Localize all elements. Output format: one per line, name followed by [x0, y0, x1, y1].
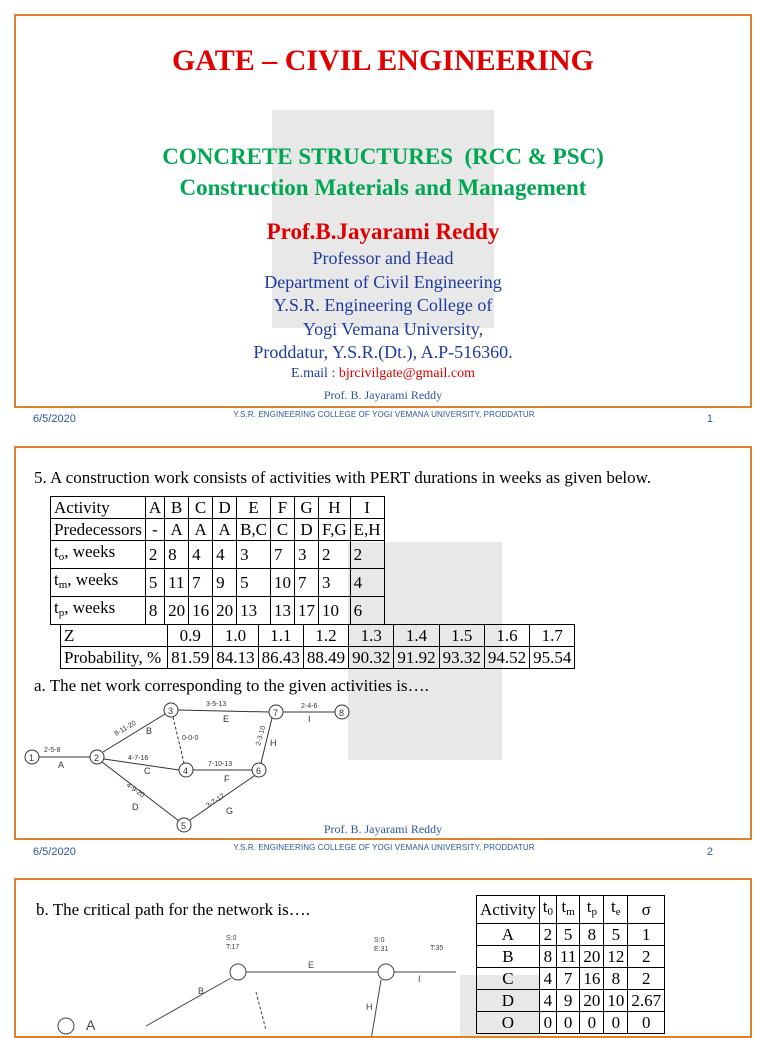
table-cell: F: [271, 497, 295, 519]
footer-college: Y.S.R. ENGINEERING COLLEGE OF YOGI VEMANA UNIVERSITY, PRODDATUR: [233, 410, 535, 419]
table-cell: 5: [604, 924, 628, 946]
header-main: t: [542, 897, 548, 916]
table-cell: 84.13: [213, 647, 258, 669]
table-row: [61, 625, 575, 647]
part-b-text: b. The critical path for the network is….: [36, 900, 310, 919]
header-cell: [580, 896, 604, 924]
table-cell: 13: [237, 597, 271, 625]
footer-page-number: 2: [706, 846, 713, 858]
table-cell: F,G: [319, 519, 351, 541]
letter-F: F: [224, 774, 230, 784]
table-cell: 93.32: [439, 647, 484, 669]
letter-H: H: [270, 738, 277, 748]
svg-text:4: 4: [183, 766, 189, 776]
table-row: [477, 924, 665, 946]
footer-date: 6/5/2020: [33, 413, 76, 425]
table-cell: 91.92: [394, 647, 439, 669]
footer-date: 6/5/2020: [33, 846, 76, 858]
label-A-times: 2-5-8: [44, 747, 61, 754]
email-link[interactable]: bjrcivilgate@gmail.com: [338, 366, 475, 381]
table-cell: 5: [145, 569, 164, 597]
label-rest: , weeks: [64, 542, 116, 561]
table-cell: 2: [350, 541, 384, 569]
sketch-letter-I: I: [418, 974, 421, 984]
sketch-letter-H: H: [366, 1002, 373, 1012]
label-main: t: [54, 542, 59, 561]
header-subscript: e: [615, 906, 621, 918]
table-cell: 9: [213, 569, 237, 597]
table-cell: 1.3: [349, 625, 394, 647]
header-cell: [539, 896, 556, 924]
table-cell: 2: [628, 946, 665, 968]
sketch-letter-A: A: [86, 1017, 96, 1033]
table-cell: 8: [539, 946, 556, 968]
table-cell: B,C: [237, 519, 271, 541]
row-label: [51, 541, 146, 569]
label-rest: , weeks: [64, 598, 116, 617]
author-dept: Department of Civil Engineering: [264, 272, 502, 292]
footer-page-number: 1: [706, 413, 713, 425]
label-E-times: 3-5-13: [206, 701, 227, 708]
table-cell: 1.0: [213, 625, 258, 647]
table-cell: 20: [580, 990, 604, 1012]
table-cell: 2.67: [628, 990, 665, 1012]
label-I-times: 2-4-6: [301, 703, 318, 710]
author-role: Professor and Head: [312, 248, 454, 268]
table-cell: A: [145, 497, 164, 519]
table-cell: 2: [628, 968, 665, 990]
part-a-text: a. The net work corresponding to the given activities is….: [34, 676, 429, 695]
email-line: [16, 366, 750, 382]
table-header-row: [477, 896, 665, 924]
sketch-arrow-dummy: [256, 992, 266, 1030]
table-cell: 88.49: [303, 647, 348, 669]
subject-line-2: Construction Materials and Management: [179, 175, 587, 200]
sketch-node-1: [58, 1018, 74, 1034]
row-label: [51, 597, 146, 625]
table-cell: 1.4: [394, 625, 439, 647]
header-main: t: [611, 897, 616, 916]
row-label: Activity: [51, 497, 146, 519]
table-cell: 4: [189, 541, 213, 569]
slide-2: [14, 446, 752, 840]
label-D-times: 4-9-20: [124, 781, 146, 800]
table-row: [477, 968, 665, 990]
table-cell: 4: [350, 569, 384, 597]
svg-text:5: 5: [181, 821, 187, 831]
probability-table: [60, 624, 575, 669]
svg-text:2: 2: [94, 753, 100, 763]
table-cell: 1.6: [484, 625, 529, 647]
table-cell: 95.54: [530, 647, 575, 669]
table-cell: 20: [213, 597, 237, 625]
table-cell: 8: [165, 541, 189, 569]
table-cell: 11: [556, 946, 579, 968]
label-main: t: [54, 598, 59, 617]
arrow-labels: [44, 701, 317, 816]
table-cell: 9: [556, 990, 579, 1012]
critical-path-sketch: [26, 930, 466, 1038]
table-cell: 3: [237, 541, 271, 569]
sketch-letter-E: E: [308, 960, 315, 970]
table-row: [477, 990, 665, 1012]
sketch-label-2: S:0: [374, 937, 385, 944]
pert-stats-table: [476, 895, 665, 1034]
table-cell: 7: [189, 569, 213, 597]
slide-3: [14, 878, 752, 1038]
table-cell: 3: [319, 569, 351, 597]
sketch-label-1: T:17: [226, 944, 240, 951]
table-row: [51, 597, 385, 625]
sketch-label-3: E:31: [374, 946, 389, 953]
table-row: [477, 1012, 665, 1034]
table-cell: 7: [295, 569, 319, 597]
table-cell: 1.2: [303, 625, 348, 647]
table-cell: E,H: [350, 519, 384, 541]
header-cell: σ: [628, 896, 665, 924]
sketch-letter-B: B: [198, 986, 205, 996]
sketch-label-0: S:0: [226, 935, 237, 942]
node-7: [269, 705, 283, 719]
table-row: [477, 946, 665, 968]
svg-text:8: 8: [339, 708, 345, 718]
table-cell: G: [295, 497, 319, 519]
table-cell: I: [350, 497, 384, 519]
slide-1: [14, 14, 752, 408]
table-cell: 16: [189, 597, 213, 625]
table-cell: 0: [604, 1012, 628, 1034]
table-cell: B: [165, 497, 189, 519]
header-subscript: 0: [547, 906, 553, 918]
table-cell: A: [477, 924, 540, 946]
letter-B: B: [146, 726, 153, 736]
svg-text:3: 3: [168, 706, 174, 716]
table-cell: 8: [580, 924, 604, 946]
table-cell: 13: [271, 597, 295, 625]
letter-A: A: [58, 760, 65, 770]
header-cell: [604, 896, 628, 924]
table-cell: 1: [628, 924, 665, 946]
table-cell: 5: [556, 924, 579, 946]
arrow-E: [178, 710, 269, 712]
slide-footer-2: [0, 843, 768, 864]
table-cell: D: [477, 990, 540, 1012]
table-cell: D: [295, 519, 319, 541]
table-row: [61, 647, 575, 669]
header-main: t: [586, 897, 592, 916]
letter-D: D: [132, 802, 139, 812]
label-B-times: 8-11-20: [113, 719, 138, 738]
label-G-times: 3-7-17: [205, 792, 227, 810]
label-subscript: m: [58, 579, 68, 591]
table-cell: 2: [539, 924, 556, 946]
node-8: [335, 705, 349, 719]
email-label: E.mail :: [291, 366, 339, 381]
activity-table: [50, 496, 385, 625]
table-cell: 4: [539, 968, 556, 990]
row-label: [51, 569, 146, 597]
header-subscript: p: [591, 906, 597, 918]
letter-G: G: [226, 806, 234, 816]
sketch-node-4: [230, 964, 246, 980]
author-college-1: Y.S.R. Engineering College of: [273, 295, 493, 315]
label-subscript: o: [58, 551, 65, 563]
table-cell: 81.59: [168, 647, 213, 669]
header-main: t: [561, 897, 567, 916]
label-F-times: 7-10-13: [208, 761, 233, 768]
table-cell: 3: [295, 541, 319, 569]
letter-E: E: [223, 714, 230, 724]
header-cell: Activity: [477, 896, 540, 924]
table-cell: 4: [539, 990, 556, 1012]
table-cell: 5: [237, 569, 271, 597]
svg-text:1: 1: [29, 753, 35, 763]
svg-text:7: 7: [273, 708, 279, 718]
node-4: [179, 763, 193, 777]
author-name: Prof.B.Jayarami Reddy: [266, 219, 500, 244]
table-cell: E: [237, 497, 271, 519]
arrow-B: [103, 714, 165, 752]
table-cell: 0.9: [168, 625, 213, 647]
table-cell: 8: [145, 597, 164, 625]
header-cell: [556, 896, 579, 924]
row-label: Probability, %: [61, 647, 168, 669]
footer-college: Y.S.R. ENGINEERING COLLEGE OF YOGI VEMANA UNIVERSITY, PRODDATUR: [233, 843, 535, 852]
subject-line-1: CONCRETE STRUCTURES (RCC & PSC): [162, 144, 604, 169]
label-dummy-times: 0-0-0: [182, 735, 199, 742]
table-row: [51, 569, 385, 597]
table-cell: 94.52: [484, 647, 529, 669]
label-rest: , weeks: [67, 570, 119, 589]
sketch-arrow-H: [371, 980, 381, 1038]
sketch-arrow-B: [146, 978, 231, 1026]
table-cell: 20: [580, 946, 604, 968]
row-label: Predecessors: [51, 519, 146, 541]
table-cell: -: [145, 519, 164, 541]
table-cell: 2: [145, 541, 164, 569]
node-2: [90, 750, 104, 764]
letter-I: I: [308, 714, 311, 724]
table-cell: 11: [165, 569, 189, 597]
table-cell: A: [213, 519, 237, 541]
network-diagram: [18, 698, 378, 833]
table-row: [51, 519, 385, 541]
table-cell: 20: [165, 597, 189, 625]
table-cell: 10: [604, 990, 628, 1012]
table-cell: 4: [213, 541, 237, 569]
label-subscript: p: [58, 607, 65, 619]
table-cell: 7: [556, 968, 579, 990]
table-cell: C: [477, 968, 540, 990]
table-cell: H: [319, 497, 351, 519]
node-6: [252, 763, 266, 777]
table-cell: C: [189, 497, 213, 519]
table-cell: 86.43: [258, 647, 303, 669]
table-cell: 6: [350, 597, 384, 625]
table-cell: 8: [604, 968, 628, 990]
table-row: [51, 541, 385, 569]
label-C-times: 4-7-16: [128, 755, 149, 762]
slide-credit: Prof. B. Jayarami Reddy: [323, 388, 443, 402]
label-main: t: [54, 570, 59, 589]
author-address: Proddatur, Y.S.R.(Dt.), A.P-516360.: [253, 342, 513, 362]
row-label: Z: [61, 625, 168, 647]
author-college-2: Yogi Vemana University,: [302, 319, 484, 339]
table-cell: C: [271, 519, 295, 541]
table-cell: 7: [271, 541, 295, 569]
slide-footer-1: [0, 410, 768, 431]
sketch-label-4: T:35: [430, 945, 444, 952]
label-H-times: 2-3-10: [255, 725, 268, 747]
table-cell: 16: [580, 968, 604, 990]
table-cell: 0: [628, 1012, 665, 1034]
table-cell: 2: [319, 541, 351, 569]
table-cell: 0: [556, 1012, 579, 1034]
table-cell: 17: [295, 597, 319, 625]
header-subscript: m: [566, 906, 575, 918]
sketch-node-7: [378, 964, 394, 980]
table-cell: A: [165, 519, 189, 541]
slide-title: GATE – CIVIL ENGINEERING: [171, 44, 595, 77]
svg-text:6: 6: [256, 766, 262, 776]
table-cell: D: [213, 497, 237, 519]
letter-C: C: [144, 766, 151, 776]
table-cell: 0: [580, 1012, 604, 1034]
table-cell: A: [189, 519, 213, 541]
question-text: 5. A construction work consists of activities with PERT durations in weeks as given below.: [34, 468, 652, 487]
table-cell: 1.1: [258, 625, 303, 647]
table-row: [51, 497, 385, 519]
node-3: [164, 703, 178, 717]
table-cell: 0: [539, 1012, 556, 1034]
table-cell: B: [477, 946, 540, 968]
table-cell: 1.5: [439, 625, 484, 647]
slide-credit: Prof. B. Jayarami Reddy: [323, 822, 443, 836]
node-1: [25, 750, 39, 764]
table-cell: 10: [271, 569, 295, 597]
table-cell: 10: [319, 597, 351, 625]
table-cell: 90.32: [349, 647, 394, 669]
table-cell: 12: [604, 946, 628, 968]
table-cell: O: [477, 1012, 540, 1034]
table-cell: 1.7: [530, 625, 575, 647]
